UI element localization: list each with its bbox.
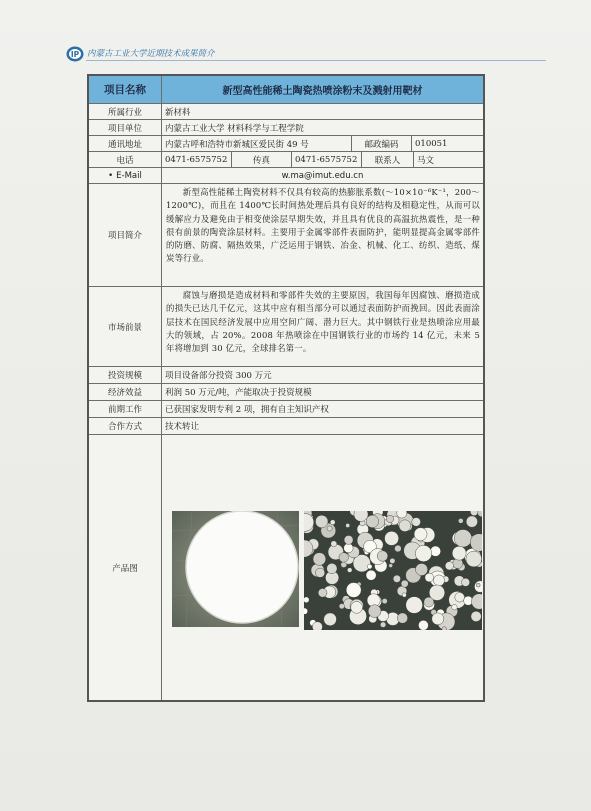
powder-particle [331,541,337,547]
unit-label: 项目单位 [89,120,162,135]
logo-text: IP [70,50,80,59]
powder-particle [313,553,326,566]
powder-particle [366,570,376,580]
project-name: 新型高性能稀土陶瓷热喷涂粉末及溅射用靶材 [222,86,423,97]
powder-particle [366,515,379,528]
powder-particle [367,564,372,569]
benefit-row [89,384,483,401]
powder-particle [458,518,463,523]
address-row [89,136,483,152]
intro-label: 项目简介 [89,184,162,286]
powder-particle [386,515,393,522]
project-name-label: 项目名称 [89,76,162,103]
phone-value: 0471-6575752 [162,152,232,167]
powder-particle [315,515,328,528]
powder-particle [346,523,350,527]
powder-particle [377,551,388,562]
market-row [89,287,483,367]
bullet-icon: • [108,170,114,181]
intro-row [89,184,483,287]
powder-particle [324,613,337,626]
prework-label: 前期工作 [89,401,162,417]
cooperation-label: 合作方式 [89,418,162,434]
powder-particle [389,564,393,568]
benefit-label: 经济效益 [89,384,162,400]
investment-label: 投资规模 [89,367,162,383]
powder-particle [397,613,407,623]
postcode-value: 010051 [415,138,448,149]
powder-particle [442,627,447,630]
powder-particle [344,543,353,552]
investment-value: 项目设备部分投资 300 万元 [165,371,272,381]
powder-particle [395,545,402,552]
powder-particle [418,620,428,630]
email-row [89,168,483,184]
powder-particle [385,531,399,545]
powder-particle [344,535,353,544]
powder-particle [434,575,445,586]
powder-particle [462,578,470,586]
powder-particle [339,553,349,563]
powder-particle [327,526,332,531]
fax-value: 0471-6575752 [292,152,362,167]
prework-value: 已获国家发明专利 2 项，拥有自主知识产权 [165,405,329,415]
powder-particle [414,528,427,541]
header-title: 内蒙古工业大学近期技术成果简介 [87,49,215,59]
powder-particle [406,597,423,614]
cooperation-row [89,418,483,435]
powder-particle [368,605,381,618]
powder-particle [347,568,352,573]
powder-particle [351,602,363,614]
industry-row [89,104,483,120]
address-label: 通讯地址 [89,136,162,151]
powder-particle [425,573,434,582]
product-photo-powder-particles [304,511,482,630]
powder-particle [327,563,337,573]
page-header [66,46,546,62]
powder-particle [315,568,324,577]
powder-particle [455,593,465,603]
powder-particle [382,598,387,603]
powder-particle [390,558,395,563]
powder-particle [312,622,322,630]
prework-row [89,401,483,418]
product-photo-single-particle [172,511,299,627]
powder-particle [416,563,428,575]
email-label-text: E-Mail [116,170,142,181]
table-title-row [89,76,483,104]
investment-row [89,367,483,384]
university-logo-icon [66,46,84,62]
powder-particle [402,593,406,597]
market-text: 腐蚀与磨损是造成材料和零部件失效的主要原因，我国每年因腐蚀、磨损造成的损失已达几千亿元，这其中应有相当部分可以通过表面防护而挽回。因此表面涂层技术在国民经济发展中应用空间广阔、潜力巨大。其中钢铁行业是热喷涂应用最大的领域，占 20%。2008 年热喷涂在中国钢铁行业的市场约 14 亿元，未来 5 年将增加到 30 亿元，全球排名第一。 [166,290,480,354]
powder-particle [318,588,327,597]
industry-value: 新材料 [165,107,191,118]
powder-particle [346,583,361,598]
product-label: 产品图 [89,435,162,700]
email-value: w.ma@imut.edu.cn [281,170,364,181]
powder-particle [393,575,400,582]
powder-particle [466,516,477,527]
benefit-value: 利润 50 万元/吨，产能取决于投资规模 [165,388,312,398]
email-label [89,168,162,183]
powder-particle [304,597,309,603]
cooperation-value: 技术转让 [165,422,200,432]
powder-particle [476,583,480,587]
phone-label: 电话 [89,152,162,167]
powder-particle [330,520,335,525]
unit-row [89,120,483,136]
powder-particle [454,530,472,548]
powder-particle [445,562,453,570]
header-rule [86,60,546,61]
industry-label: 所属行业 [89,104,162,119]
contact-label: 联系人 [362,152,414,167]
contact-value: 马文 [417,155,435,166]
powder-particle [452,546,466,560]
unit-value: 内蒙古工业大学 材料科学与工程学院 [165,123,304,134]
powder-particle [432,613,444,625]
powder-particle [452,604,458,610]
fax-label: 传真 [232,152,292,167]
powder-particle [471,611,481,621]
postcode-label: 邮政编码 [352,136,412,151]
powder-particle [401,580,408,587]
powder-particle [412,518,421,527]
intro-text: 新型高性能稀土陶瓷材料不仅具有较高的热膨胀系数(～10×10⁻⁶K⁻¹，200～1200℃)，而且在 1400℃长时间热处理后具有良好的结构及相稳定性，从而可以缓解应力及避免由于相变使涂层早期失效，并且具有优良的高温抗热震性，是一种很有前景的陶瓷涂层材料。主要用于金属零部件表面防护，能明显提高金属零部件的防磨、防腐、隔热效果，广泛运用于钢铁、冶金、机械、化工、纺织、造纸、煤炭等行业。 [166,187,480,264]
powder-particle [466,551,482,567]
address-value: 内蒙古呼和浩特市新城区爱民街 49 号 [162,136,352,151]
powder-particle [415,545,431,561]
phone-row [89,152,483,168]
powder-particle [399,520,411,532]
powder-particle [339,604,344,609]
powder-particle [429,585,445,601]
market-label: 市场前景 [89,287,162,366]
powder-particle [380,622,386,628]
